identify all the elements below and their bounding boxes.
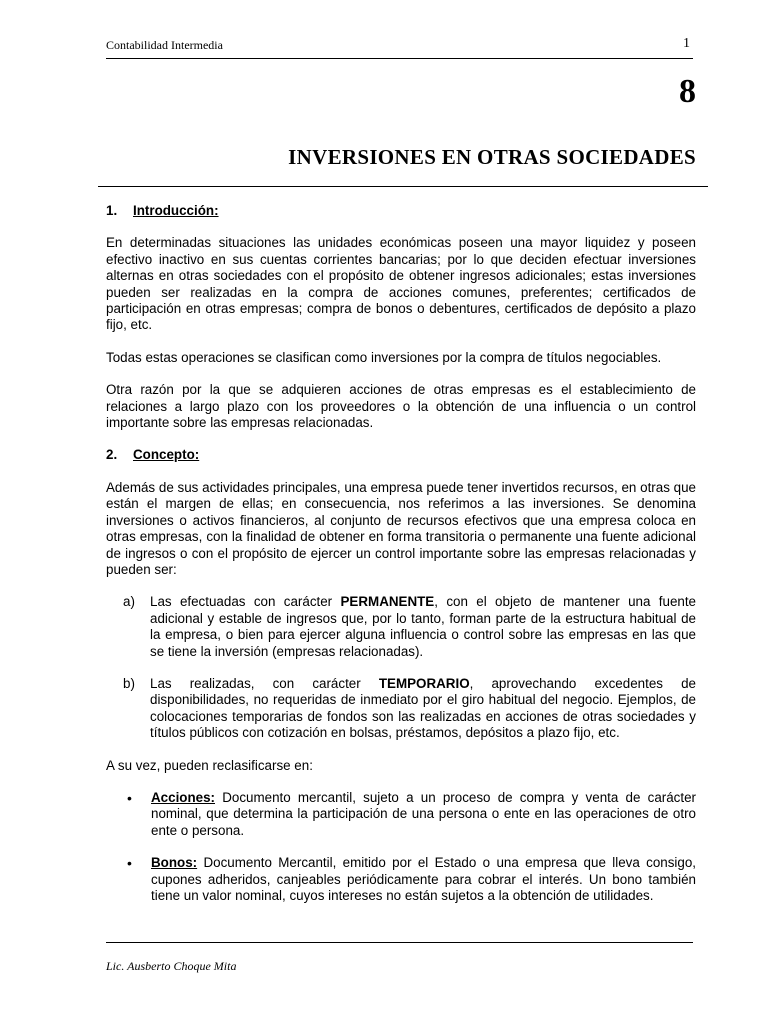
list-item-a xyxy=(106,594,696,660)
list-marker: a) xyxy=(123,594,135,610)
bullet-term: Bonos: xyxy=(151,855,198,871)
item-text-pre: Las realizadas, con carácter xyxy=(150,675,379,691)
page-header xyxy=(106,36,693,59)
item-text-pre: Las efectuadas con carácter xyxy=(150,594,341,610)
section-1-heading xyxy=(106,203,696,219)
item-keyword: TEMPORARIO xyxy=(378,675,470,691)
paragraph: A su vez, pueden reclasificarse en: xyxy=(106,757,313,773)
page-body xyxy=(106,203,696,920)
title-divider xyxy=(98,186,708,187)
bullet-term: Acciones: xyxy=(151,789,215,805)
item-text-post: , con el objeto de mantener una fuente adicional y estable de ingresos que, por lo tanto, forman parte de la estructura habitual de la empresa, o bien para ejercer alguna influencia o control sobre las empresas en las que se tiene la inversión (empresas relacionadas). xyxy=(150,594,696,659)
bullet-item-acciones xyxy=(106,790,696,839)
footer-author: Lic. Ausberto Choque Mita xyxy=(106,959,237,973)
paragraph: Además de sus actividades principales, una empresa puede tener invertidos recursos, en otras que están el margen de ellas; en consecuencia, nos referimos a las inversiones. Se denomina inversiones o activos financieros, al conjunto de recursos efectivos que una empresa coloca en otras empresas, con la finalidad de obtener en forma transitoria o permanente una fuente adicional de ingresos o con el propósito de ejercer un control importante sobre las empresas relacionadas y pueden ser: xyxy=(106,479,696,577)
paragraph: Todas estas operaciones se clasifican como inversiones por la compra de títulos negociables. xyxy=(106,349,662,365)
section-title: Concepto: xyxy=(133,447,200,463)
section-2-heading xyxy=(106,447,696,463)
item-text-post: , aprovechando excedentes de disponibilidades, no requeridas de inmediato por el giro habitual del negocio. Ejemplos, de colocaciones temporarias de fondos son las realizadas en acciones de otras sociedades y títulos públicos con cotización en bolsas, préstamos, depósitos a plazo fijo, etc. xyxy=(150,675,696,741)
bullet-text: Documento Mercantil, emitido por el Estado o una empresa que lleva consigo, cupones adheridos, canjeables periódicamente para cobrar el interés. Un bono también tiene un valor nominal, cuyos intereses no están sujetos a la obtención de utilidades. xyxy=(151,855,696,903)
section-title: Introducción: xyxy=(133,203,219,218)
footer-divider xyxy=(106,942,693,943)
header-page-number: 1 xyxy=(683,36,690,51)
chapter-number: 8 xyxy=(679,73,696,110)
list-marker: b) xyxy=(123,675,135,691)
paragraph: En determinadas situaciones las unidades económicas poseen una mayor liquidez y poseen efectivo inactivo en sus cuentas corrientes bancarias; por lo que deciden efectuar inversiones alternas en otras sociedades con el propósito de obtener ingresos adicionales; estas inversiones pueden ser realizadas en la compra de acciones comunes, preferentes; certificados de participación en otras empresas; compra de bonos o debentures, certificados de depósito a plazo fijo, etc. xyxy=(106,235,696,333)
chapter-title: INVERSIONES EN OTRAS SOCIEDADES xyxy=(288,145,696,169)
list-item-b xyxy=(106,676,696,742)
section-number: 2. xyxy=(106,447,118,463)
item-keyword: PERMANENTE xyxy=(340,594,435,610)
bullet-icon: • xyxy=(127,789,132,806)
bullet-text: Documento mercantil, sujeto a un proceso de compra y venta de carácter nominal, que determina la participación de una persona o ente en las operaciones de otro ente o persona. xyxy=(151,789,696,838)
bullet-item-bonos xyxy=(106,855,696,904)
section-number: 1. xyxy=(106,203,118,218)
bullet-icon: • xyxy=(127,855,132,872)
header-book-title: Contabilidad Intermedia xyxy=(106,38,223,52)
paragraph: Otra razón por la que se adquieren acciones de otras empresas es el establecimiento de relaciones a largo plazo con los proveedores o la obtención de una influencia o un control importante sobre las empresas relacionadas. xyxy=(106,382,696,431)
